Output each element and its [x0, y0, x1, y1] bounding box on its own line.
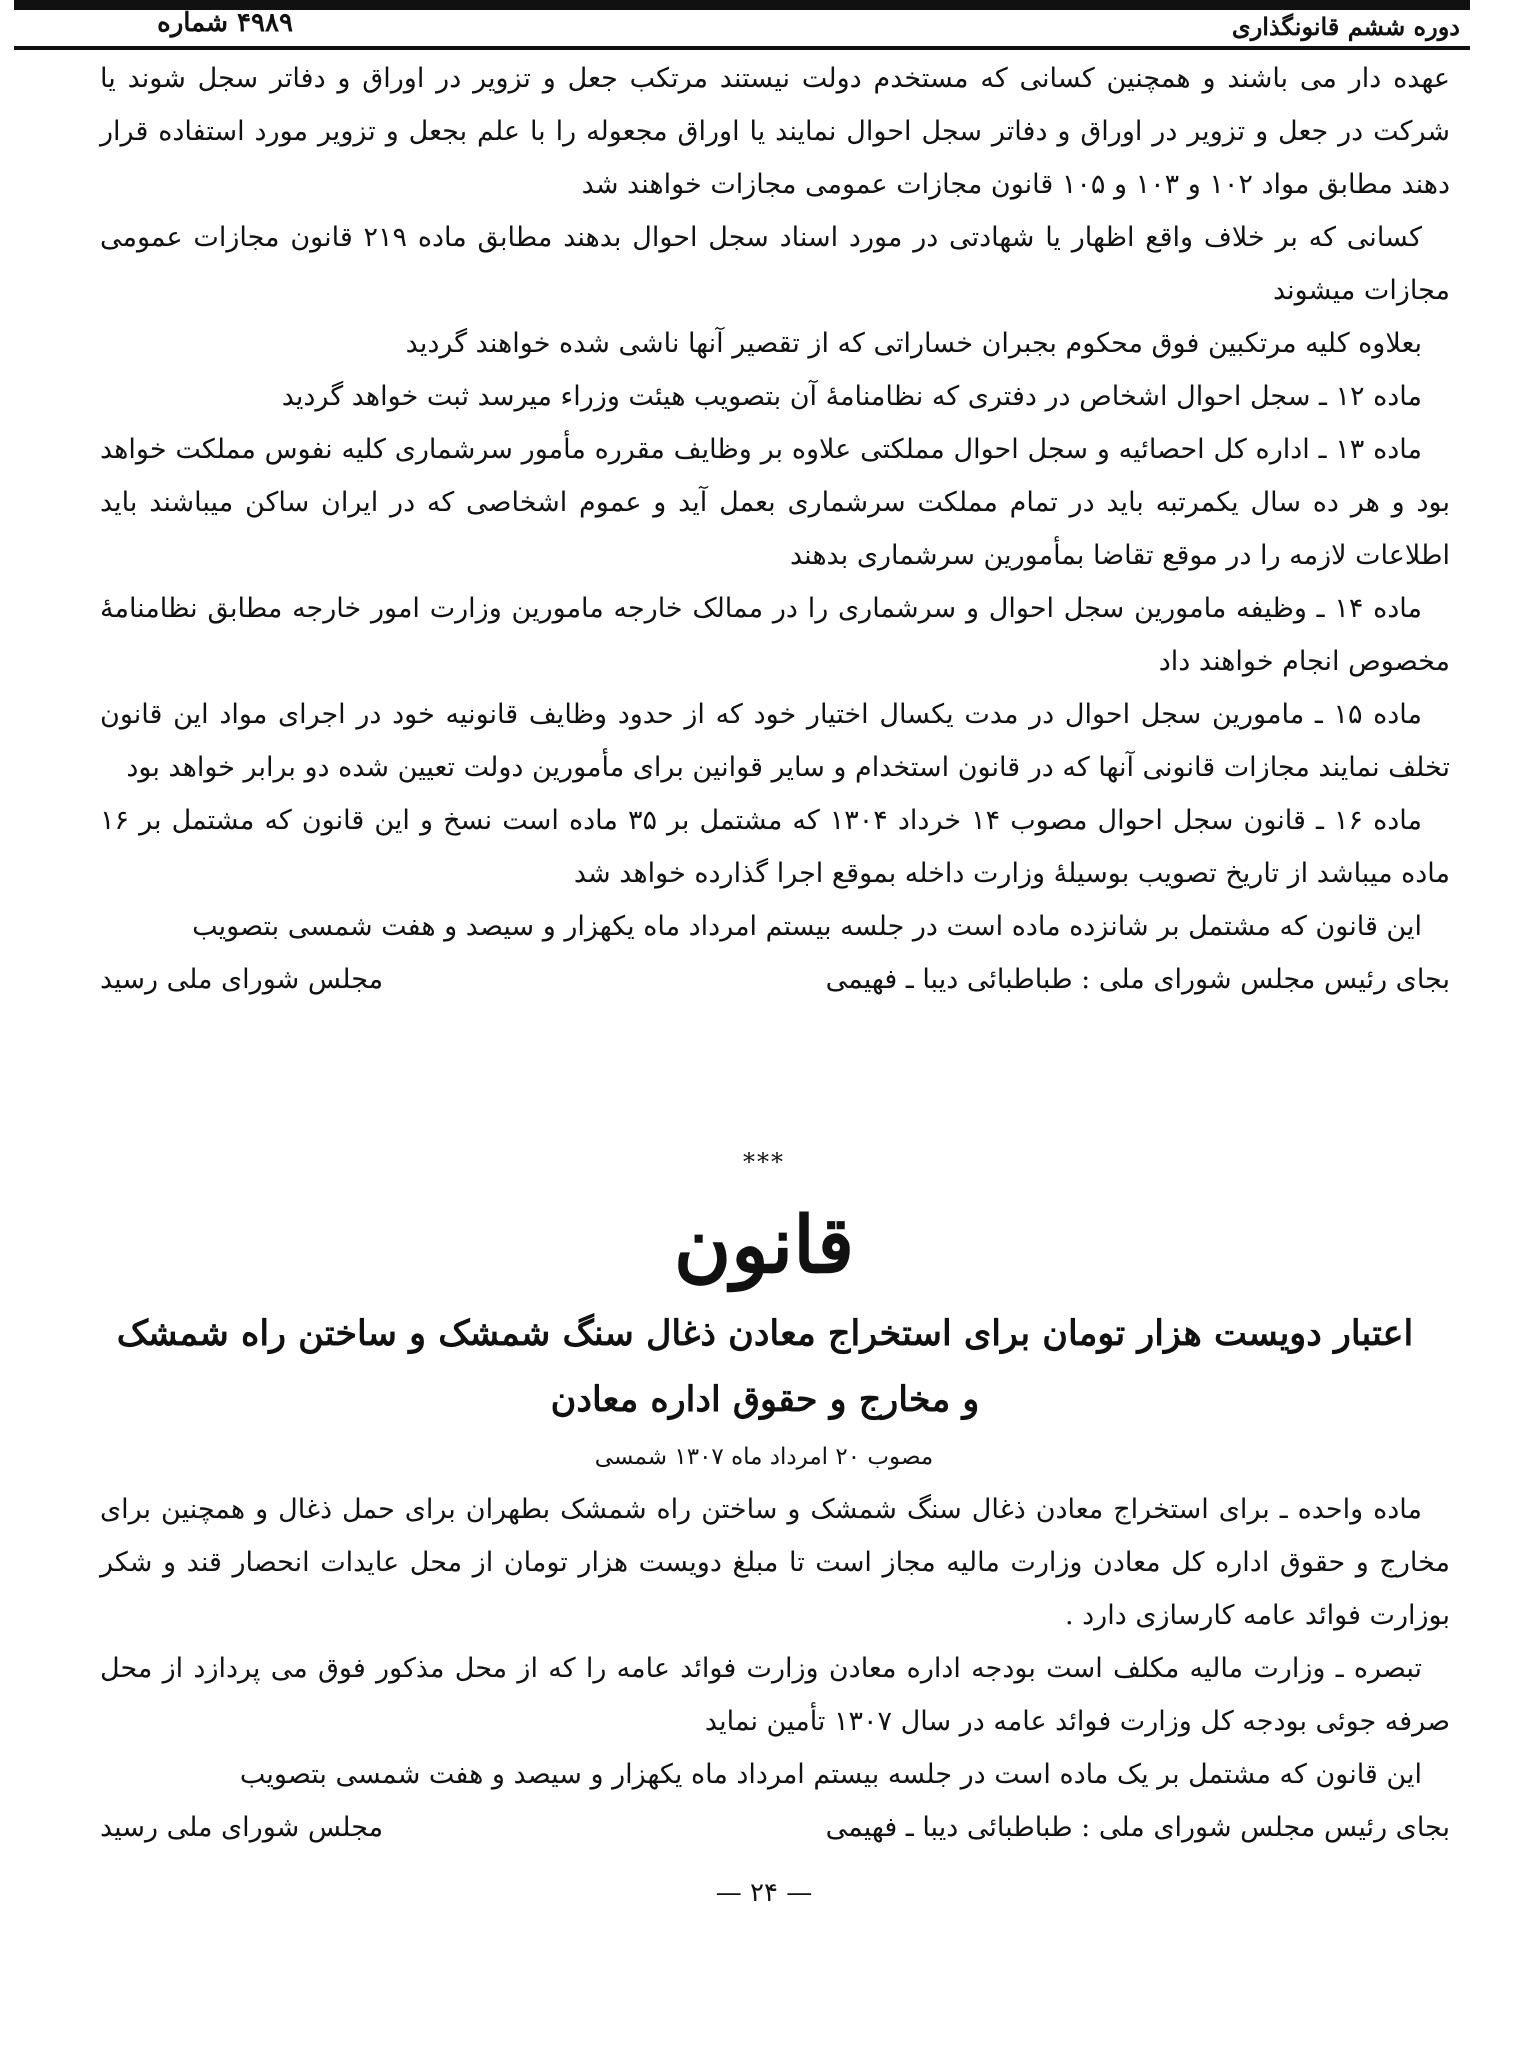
paragraph-false-testimony: کسانی که بر خلاف واقع اظهار یا شهادتی در مورد اسناد سجل احوال بدهند مطابق ماده ۲۱۹ قانون مجازات عمومی مجازات میشوند	[100, 222, 1450, 306]
section-previous-law	[100, 52, 1450, 1006]
session-label: دوره ششم قانونگذاری	[1231, 12, 1460, 41]
approval-statement: این قانون که مشتمل بر شانزده ماده است در جلسه بیستم امرداد ماه یکهزار و سیصد و هفت شمسی بتصویب	[192, 911, 1422, 942]
signature-approved: مجلس شورای ملی رسید	[100, 964, 384, 995]
signature-signers: بجای رئیس مجلس شورای ملی : طباطبائی دیبا ـ فهیمی	[825, 1812, 1450, 1843]
section-separator: ***	[743, 1148, 785, 1176]
article-16: ماده ۱۶ ـ قانون سجل احوال مصوب ۱۴ خرداد ۱۳۰۴ که مشتمل بر ۳۵ ماده است نسخ و این قانون که مشتمل بر ۱۶ ماده میباشد از تاریخ تصویب بوسیلهٔ وزارت داخله بموقع اجرا گذارده خواهد شد	[100, 805, 1450, 889]
single-article: ماده واحده ـ برای استخراج معادن ذغال سنگ شمشک و ساختن راه شمشک بطهران برای حمل ذغال و همچنین برای مخارج و حقوق اداره کل معادن وزارت مالیه مجاز است تا مبلغ دویست هزار تومان از محل عایدات انحصار قند و شکر بوزارت فوائد عامه کارسازی دارد .	[100, 1494, 1450, 1631]
article-12: ماده ۱۲ ـ سجل احوال اشخاص در دفتری که نظامنامهٔ آن بتصویب هیئت وزراء میرسد ثبت خواهد گردید	[281, 381, 1422, 412]
issue-number: ۴۹۸۹ شماره	[157, 8, 293, 38]
article-14: ماده ۱۴ ـ وظیفه مامورین سجل احوال و سرشماری را در ممالک خارجه مامورین وزارت امور خارجه مطابق نظامنامهٔ مخصوص انجام خواهند داد	[100, 593, 1450, 677]
header-rule	[14, 46, 1470, 50]
signature-line	[100, 953, 1450, 1006]
article-15: ماده ۱۵ ـ مامورین سجل احوال در مدت یکسال اختیار خود که از حدود وظایف قانونیه خود در اجرای مواد این قانون تخلف نمایند مجازات قانونی آنها که در قانون استخدام و سایر قوانین برای مأمورین دولت تعیین شده دو برابر خواهد بود	[100, 699, 1450, 783]
paragraph-forgery: عهده دار می باشند و همچنین کسانی که مستخدم دولت نیستند مرتکب جعل و تزویر در اوراق و دفاتر سجل شوند یا شرکت در جعل و تزویر در اوراق و دفاتر سجل احوال نمایند یا اوراق مجعوله را با علم بجعل و تزویر مورد استفاده قرار دهند مطابق مواد ۱۰۲ و ۱۰۳ و ۱۰۵ قانون مجازات عمومی مجازات خواهند شد	[100, 63, 1450, 200]
law-title: قانون	[673, 1200, 855, 1291]
signature-line	[100, 1801, 1450, 1854]
law-subtitle-line2: و مخارج و حقوق اداره معادن	[550, 1379, 980, 1420]
page-number: — ۲۴ —	[715, 1878, 813, 1908]
article-13: ماده ۱۳ ـ اداره کل احصائیه و سجل احوال مملکتی علاوه بر وظایف مقرره مأمور سرشماری کلیه نفوس مملکت خواهد بود و هر ده سال یکمرتبه باید در تمام مملکت سرشماری بعمل آید و عموم اشخاصی که در ایران ساکن میباشند باید اطلاعات لازمه را در موقع تقاضا بمأمورین سرشماری بدهند	[100, 434, 1450, 571]
signature-signers: بجای رئیس مجلس شورای ملی : طباطبائی دیبا ـ فهیمی	[825, 964, 1450, 995]
approval-date: مصوب ۲۰ امرداد ماه ۱۳۰۷ شمسی	[594, 1444, 934, 1470]
approval-statement: این قانون که مشتمل بر یک ماده است در جلسه بیستم امرداد ماه یکهزار و سیصد و هفت شمسی بتصویب	[239, 1759, 1422, 1790]
law-subtitle-line1: اعتبار دویست هزار تومان برای استخراج معادن ذغال سنگ شمشک و ساختن راه شمشک	[116, 1313, 1414, 1354]
signature-approved: مجلس شورای ملی رسید	[100, 1812, 384, 1843]
section-mining-law	[100, 1483, 1450, 1854]
note-paragraph: تبصره ـ وزارت مالیه مکلف است بودجه اداره معادن وزارت فوائد عامه را که از محل مذکور فوق می پردازد از محل صرفه جوئی بودجه کل وزارت فوائد عامه در سال ۱۳۰۷ تأمین نماید	[100, 1653, 1450, 1737]
paragraph-damages: بعلاوه کلیه مرتکبین فوق محکوم بجبران خساراتی که از تقصیر آنها ناشی شده خواهند گردید	[405, 328, 1422, 359]
